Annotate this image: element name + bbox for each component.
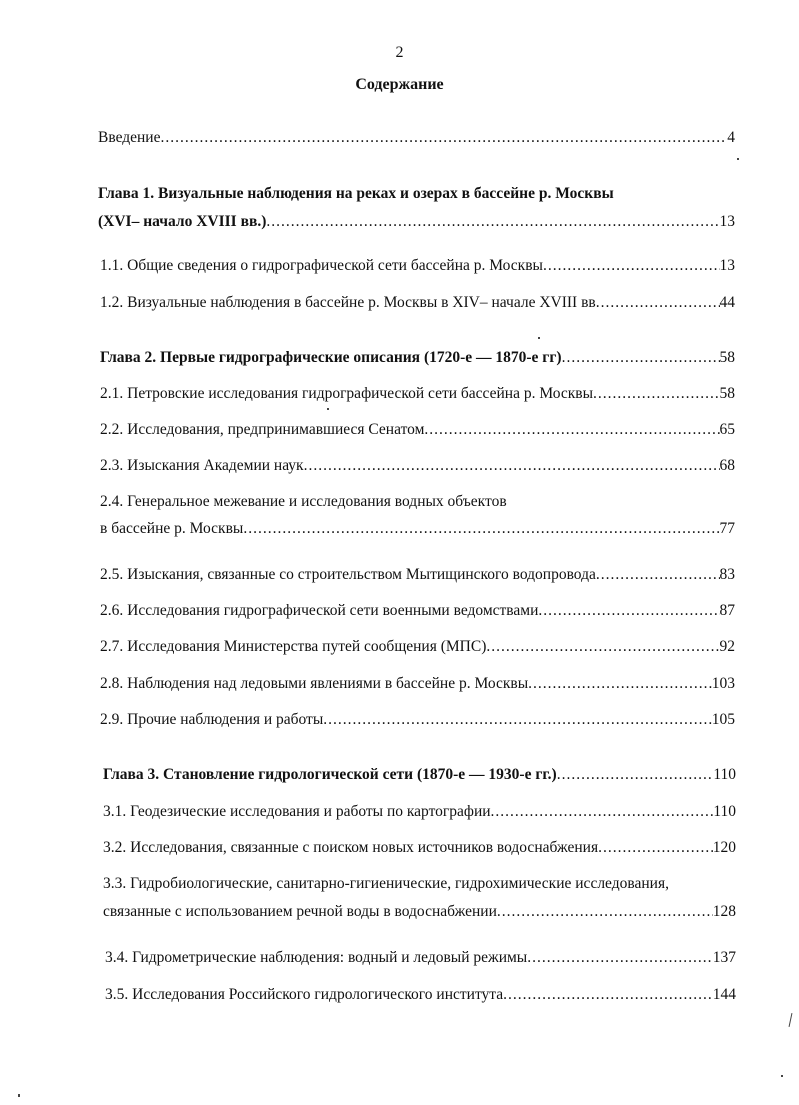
- toc-entry-3-4[interactable]: [105, 948, 736, 968]
- toc-entry-text: 1.1. Общие сведения о гидрографической сети бассейна р. Москвы: [100, 257, 543, 274]
- toc-entry-2-2[interactable]: [100, 420, 735, 440]
- toc-entry-2-5[interactable]: [100, 565, 735, 585]
- toc-entry-page: 128: [712, 903, 736, 920]
- toc-leader-dots: [497, 902, 713, 922]
- toc-entry-page: 120: [712, 839, 736, 856]
- toc-entry-page: 144: [712, 986, 736, 1003]
- toc-leader-dots: [543, 256, 720, 276]
- toc-leader-dots: [562, 348, 720, 368]
- toc-entry-text: 2.5. Изыскания, связанные со строительством Мытищинского водопровода: [100, 566, 596, 583]
- toc-entry-text: 2.8. Наблюдения над ледовыми явлениями в бассейне р. Москвы: [100, 675, 529, 692]
- toc-entry-text: 2.6. Исследования гидрографической сети военными ведомствами: [100, 602, 539, 619]
- toc-leader-dots: [527, 948, 713, 968]
- scan-speck: [789, 1013, 793, 1027]
- toc-entry-text: 3.1. Геодезические исследования и работы по картографии: [103, 803, 491, 820]
- toc-entry-text: 2.7. Исследования Министерства путей сообщения (МПС): [100, 638, 487, 655]
- toc-entry-3-1[interactable]: [103, 802, 736, 822]
- toc-entry-introduction[interactable]: [98, 128, 735, 148]
- scan-speck: [737, 158, 739, 160]
- toc-leader-dots: [160, 128, 727, 148]
- toc-leader-dots: [304, 456, 720, 476]
- toc-leader-dots: [528, 674, 712, 694]
- toc-entry-text: 3.3. Гидробиологические, санитарно-гигиенические, гидрохимические исследования,: [103, 875, 669, 892]
- toc-entry-3-3-line-1[interactable]: [103, 874, 736, 894]
- toc-entry-2-7[interactable]: [100, 637, 735, 657]
- toc-entry-3-3-line-2[interactable]: [103, 902, 736, 922]
- toc-entry-text: 2.9. Прочие наблюдения и работы: [100, 711, 324, 728]
- toc-entry-text: (XVI– начало XVIII вв.): [98, 213, 267, 230]
- toc-entry-text: Глава 3. Становление гидрологической сети (1870-е — 1930-е гг.): [103, 766, 557, 783]
- toc-leader-dots: [596, 293, 720, 313]
- toc-entry-chapter-1-line-2[interactable]: [98, 212, 735, 232]
- toc-leader-dots: [243, 519, 719, 539]
- toc-entry-text: 3.2. Исследования, связанные с поиском новых источников водоснабжения: [103, 839, 599, 856]
- toc-entry-page: 92: [719, 638, 735, 655]
- toc-entry-page: 87: [719, 602, 735, 619]
- toc-entry-2-4-line-1[interactable]: [100, 492, 735, 512]
- toc-entry-text: в бассейне р. Москвы: [100, 520, 244, 537]
- toc-entry-chapter-1-line-1[interactable]: [98, 184, 735, 204]
- toc-entry-text: 2.2. Исследования, предпринимавшиеся Сенатом: [100, 421, 425, 438]
- toc-leader-dots: [323, 710, 712, 730]
- toc-entry-3-2[interactable]: [103, 838, 736, 858]
- toc-leader-dots: [598, 838, 713, 858]
- toc-entry-page: 13: [719, 213, 735, 230]
- toc-leader-dots: [557, 765, 714, 785]
- toc-entry-chapter-3[interactable]: [103, 765, 736, 785]
- scan-speck: [18, 1094, 20, 1097]
- toc-entry-page: 58: [719, 385, 735, 402]
- toc-entry-2-4-line-2[interactable]: [100, 519, 735, 539]
- toc-entry-page: 13: [719, 257, 735, 274]
- toc-entry-page: 65: [719, 421, 735, 438]
- toc-entry-1-1[interactable]: [100, 256, 735, 276]
- toc-leader-dots: [596, 565, 720, 585]
- toc-entry-page: 4: [727, 129, 735, 146]
- toc-entry-page: 110: [713, 766, 736, 783]
- toc-leader-dots: [424, 420, 719, 440]
- toc-entry-text: Глава 1. Визуальные наблюдения на реках и озерах в бассейне р. Москвы: [98, 185, 614, 202]
- toc-entry-page: 77: [719, 520, 735, 537]
- toc-entry-3-5[interactable]: [105, 985, 736, 1005]
- toc-entry-page: 110: [713, 803, 736, 820]
- toc-leader-dots: [486, 637, 719, 657]
- toc-entry-page: 105: [711, 711, 735, 728]
- toc-entry-page: 44: [719, 294, 735, 311]
- toc-leader-dots: [593, 384, 719, 404]
- toc-leader-dots: [266, 212, 719, 232]
- scan-speck: [327, 408, 329, 410]
- toc-entry-2-6[interactable]: [100, 601, 735, 621]
- toc-entry-page: 137: [712, 949, 736, 966]
- toc-entry-page: 83: [719, 566, 735, 583]
- toc-entry-2-3[interactable]: [100, 456, 735, 476]
- toc-entry-text: связанные с использованием речной воды в водоснабжении: [103, 903, 497, 920]
- scan-speck: [781, 1075, 783, 1077]
- toc-entry-text: 2.3. Изыскания Академии наук: [100, 457, 304, 474]
- toc-leader-dots: [538, 601, 719, 621]
- toc-entry-page: 103: [711, 675, 735, 692]
- toc-entry-text: 1.2. Визуальные наблюдения в бассейне р. Москвы в XIV– начале XVIII вв: [100, 294, 596, 311]
- toc-entry-page: 68: [719, 457, 735, 474]
- page-number: 2: [395, 44, 404, 61]
- toc-entry-text: 2.1. Петровские исследования гидрографической сети бассейна р. Москвы: [100, 385, 594, 402]
- toc-leader-dots: [503, 985, 713, 1005]
- toc-entry-text: Введение: [98, 129, 161, 146]
- toc-entry-text: 3.4. Гидрометрические наблюдения: водный и ледовый режимы: [105, 949, 528, 966]
- scan-speck: [538, 337, 540, 339]
- toc-entry-text: 2.4. Генеральное межевание и исследования водных объектов: [100, 493, 507, 510]
- toc-entry-2-8[interactable]: [100, 674, 735, 694]
- toc-entry-1-2[interactable]: [100, 293, 735, 313]
- toc-entry-page: 58: [719, 349, 735, 366]
- toc-entry-chapter-2[interactable]: [100, 348, 735, 368]
- toc-entry-text: Глава 2. Первые гидрографические описания (1720-е — 1870-е гг): [100, 349, 562, 366]
- toc-entry-text: 3.5. Исследования Российского гидрологического института: [105, 986, 504, 1003]
- toc-leader-dots: [491, 802, 714, 822]
- toc-entry-2-1[interactable]: [100, 384, 735, 404]
- page-title: Содержание: [355, 76, 444, 93]
- toc-entry-2-9[interactable]: [100, 710, 735, 730]
